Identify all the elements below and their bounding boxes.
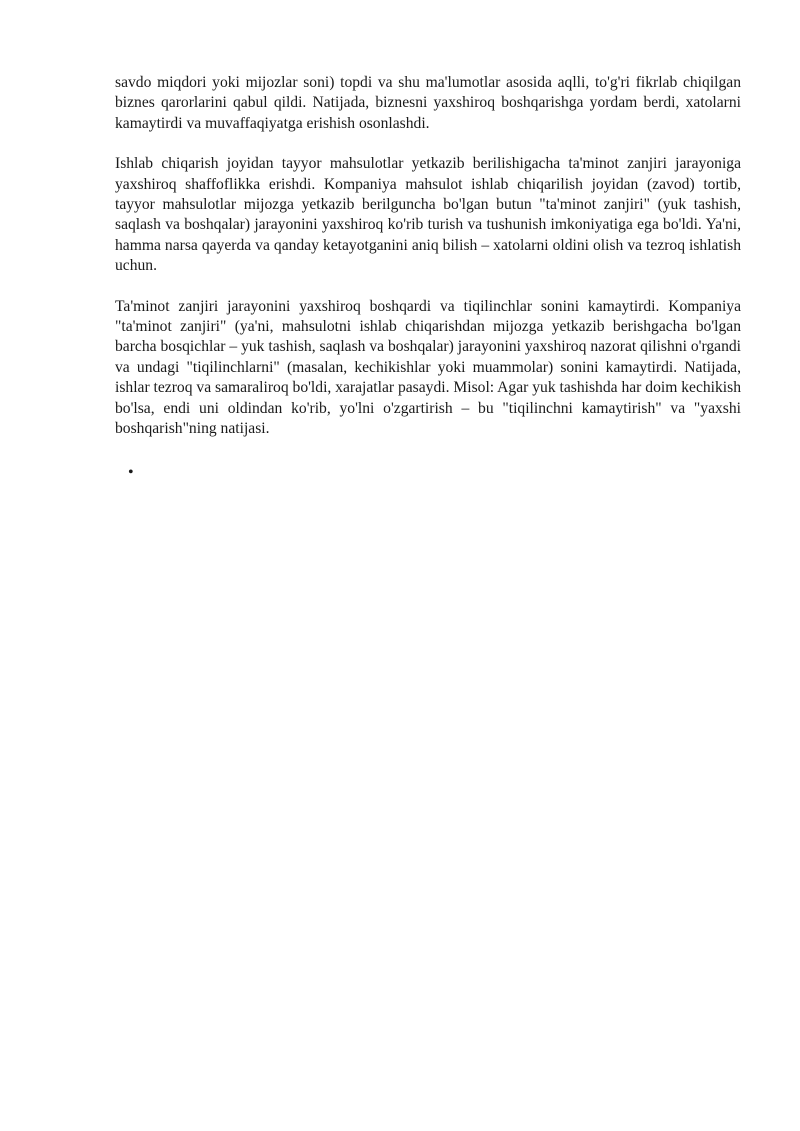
- document-body: [115, 73, 741, 480]
- paragraph-supply-chain-transparency: Ishlab chiqarish joyidan tayyor mahsulotlar yetkazib berilishigacha ta'minot zanjiri jarayoniga yaxshiroq shaffoflikka erishdi. Kompaniya mahsulot ishlab chiqarilish joyidan (zavod) tortib, tayyor mahsulotlar mijozga yetkazib berilguncha bo'lgan butun "ta'minot zanjiri" (yuk tashish, saqlash va boshqalar) jarayonini yaxshiroq ko'rib turish va tushunish imkoniyatiga ega bo'ldi. Ya'ni, hamma narsa qayerda va qanday ketayotganini aniq bilish – xatolarni oldini olish va tezroq ishlatish uchun.: [115, 155, 741, 275]
- bullet-icon: •: [128, 463, 134, 481]
- paragraph-supply-chain-bottlenecks: Ta'minot zanjiri jarayonini yaxshiroq boshqardi va tiqilinchlar sonini kamaytirdi. Kompaniya "ta'minot zanjiri" (ya'ni, mahsulotni ishlab chiqarishdan mijozga yetkazib berishgacha bo'lgan barcha bosqichlar – yuk tashish, saqlash va boshqalar) jarayonini yaxshiroq nazorat qilishni o'rgandi va undagi "tiqilinchlarni" (masalan, kechikishlar yoki muammolar) sonini kamaytirdi. Natijada, ishlar tezroq va samaraliroq bo'ldi, xarajatlar pasaydi. Misol: Agar yuk tashishda har doim kechikish bo'lsa, endi uni oldindan ko'rib, yo'lni o'zgartirish – bu "tiqilinchni kamaytirish" va "yaxshi boshqarish"ning natijasi.: [115, 297, 741, 438]
- paragraph-business-decisions: savdo miqdori yoki mijozlar soni) topdi va shu ma'lumotlar asosida aqlli, to'g'ri fikrlab chiqilgan biznes qarorlarini qabul qildi. Natijada, biznesni yaxshiroq boshqarishga yordam berdi, xatolarni kamaytirdi va muvaffaqiyatga erishish osonlashdi.: [115, 74, 741, 132]
- empty-bullet-list: [115, 460, 741, 480]
- list-item: [115, 460, 741, 480]
